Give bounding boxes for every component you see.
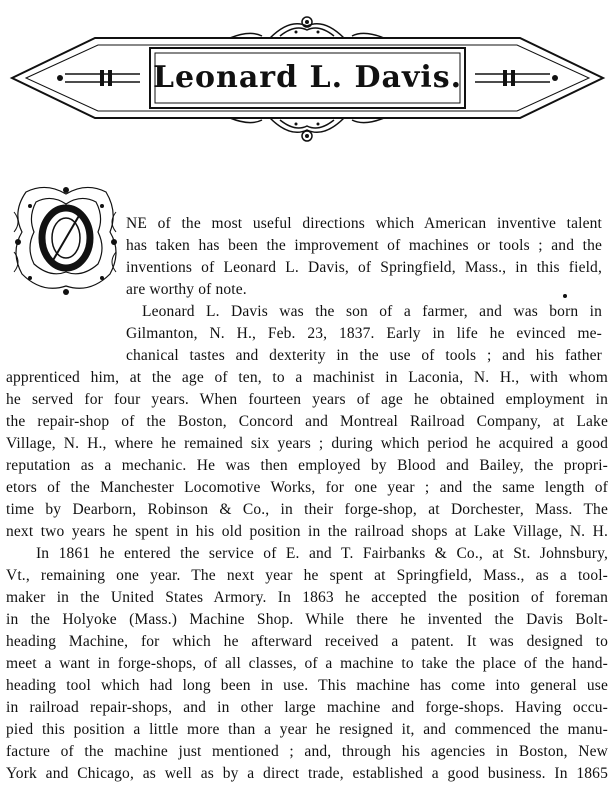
body-text (6, 367, 608, 785)
text-line: has taken has been the improvement of machines or tools ; and the (126, 237, 602, 254)
text-line: In 1861 he entered the service of E. and T. Fairbanks & Co., at St. Johnsbury, (36, 545, 608, 562)
opening-paragraph (126, 213, 602, 367)
page-title: Leonard L. Davis. (152, 60, 463, 95)
text-line: heading tool which had long been in use. This machine has come into general use (6, 677, 608, 694)
text-line: etors of the Manchester Locomotive Works, for one year ; and the same length of (6, 479, 608, 496)
text-line: inventions of Leonard L. Davis, of Springfield, Mass., in this field, (126, 259, 602, 276)
text-line: next two years he spent in his old position in the railroad shops at Lake Village, N. H. (6, 523, 608, 540)
text-line: heading Machine, for which he afterward received a patent. It was designed to (6, 633, 608, 650)
text-line: Vt., remaining one year. The next year he spent at Springfield, Mass., as a tool- (6, 567, 608, 584)
text-line: NE of the most useful directions which American inventive talent (126, 215, 602, 232)
text-line: chanical tastes and dexterity in the use of tools ; and his father (126, 347, 602, 364)
stray-mark (563, 294, 567, 298)
text-line: meet a want in forge-shops, of all classes, of a machine to take the place of the hand- (6, 655, 608, 672)
text-line: Leonard L. Davis was the son of a farmer, and was born in (142, 303, 602, 320)
ornamental-banner (0, 0, 615, 160)
text-line: reputation as a mechanic. He was then employed by Blood and Bailey, the propri- (6, 457, 608, 474)
text-line: pied this position a little more than a year he resigned it, and commenced the manu- (6, 721, 608, 738)
text-line: the repair-shop of the Boston, Concord and Montreal Railroad Company, at Lake (6, 413, 608, 430)
text-line: apprenticed him, at the age of ten, to a machinist in Laconia, N. H., with whom (6, 369, 608, 386)
text-line: he served for four years. When fourteen years of age he obtained employment in (6, 391, 608, 408)
text-line: facture of the machine just mentioned ; and, through his agencies in Boston, New (6, 743, 608, 760)
decorative-initial-o-icon (6, 182, 124, 300)
text-line: in railroad repair-shops, and in other large machine and forge-shops. Having occu- (6, 699, 608, 716)
text-line: are worthy of note. (126, 281, 247, 298)
text-line: time by Dearborn, Robinson & Co., in their forge-shop, at Dorchester, Mass. The (6, 501, 608, 518)
text-line: in the Holyoke (Mass.) Machine Shop. While there he invented the Davis Bolt- (6, 611, 608, 628)
text-line: Village, N. H., where he remained six years ; during which period he acquired a good (6, 435, 608, 452)
text-line: York and Chicago, as well as by a direct trade, established a good business. In 1865 (6, 765, 608, 782)
text-line: Gilmanton, N. H., Feb. 23, 1837. Early in life he evinced me- (126, 325, 602, 342)
text-line: maker in the United States Armory. In 1863 he accepted the position of foreman (6, 589, 608, 606)
